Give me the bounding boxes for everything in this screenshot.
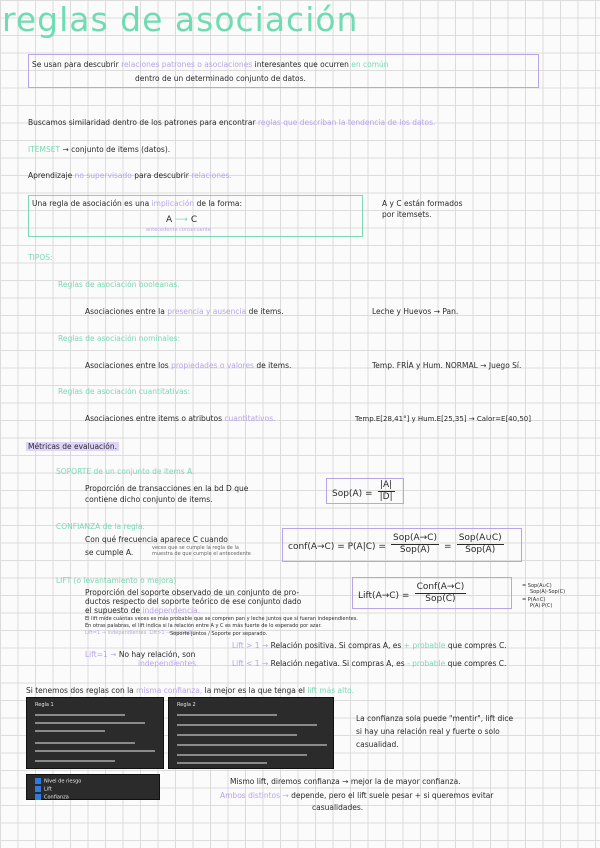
rule-definition: Una regla de asociación es una implicación de la forma:	[32, 199, 242, 208]
tipo-1-name: Reglas de asociación booleanas.	[58, 280, 180, 289]
lift-side-2b: P(A)·P(C)	[530, 603, 553, 609]
rule-sublabels: antecedente consecuente	[146, 227, 211, 233]
lift-note-2: En otras palabras, el lift indica si la relación entre A y C es más fuerte de lo esperado por azar.	[85, 623, 322, 629]
soporte-formula: Sop(A) = $\frac{|A|}{|D|}$	[332, 480, 393, 502]
lift-side-2: = P(A∩C)	[522, 597, 546, 603]
lift-side-1b: Sop(A)·Sop(C)	[530, 589, 566, 595]
lift-note-3: Lift=1 → independientes. Lift>1 → asociados.	[85, 630, 199, 636]
tipo-3-name: Reglas de asociación cuantitativas:	[58, 387, 191, 396]
final-case-1: Mismo lift, diremos confianza → mejor la de mayor confianza.	[230, 777, 461, 786]
tipos-heading: TIPOS:	[28, 253, 53, 262]
tipo-1-example: Leche y Huevos → Pan.	[372, 307, 459, 316]
lift-rule-lt1: Lift < 1 → Relación negativa. Si compras A, es - probable que compres C.	[232, 659, 507, 668]
rule-note-1: A y C están formados	[382, 199, 463, 208]
confianza-desc-1: Con qué frecuencia aparece C cuando	[85, 535, 228, 544]
rule-formula: A ⟶ C	[166, 215, 198, 225]
tipo-2-name: Reglas de asociación nominales:	[58, 334, 181, 343]
lift-rule-eq1: Lift=1 → No hay relación, son	[85, 650, 196, 659]
intro-line-2: dentro de un determinado conjunto de datos.	[135, 74, 306, 83]
lift-desc-1: Proporción del soporte observado de un conjunto de pro-	[85, 588, 300, 597]
tipo-3-desc: Asociaciones entre items o atributos cuantitativos.	[85, 414, 276, 423]
final-side-3: casualidad.	[356, 740, 399, 749]
soporte-name: SOPORTE de un conjunto de items A.	[56, 467, 195, 476]
soporte-desc-1: Proporción de transacciones en la bd D que	[85, 484, 249, 493]
itemset-def: ITEMSET → conjunto de items (datos).	[28, 145, 171, 154]
lift-formula: Lift(A→C) = $\frac{\text{Conf(A→C)}}{\text{Sop(C)}}$	[358, 582, 465, 604]
tipo-1-desc: Asociaciones entre la presencia y ausencia de items.	[85, 307, 284, 316]
confianza-desc-2: se cumple A.	[85, 548, 134, 557]
final-statement: Si tenemos dos reglas con la misma confianza, la mejor es la que tenga el lift más alto.	[26, 686, 355, 695]
aprendizaje-text: Aprendizaje no supervisado para descubrir relaciones.	[28, 171, 232, 180]
final-side-1: La confianza sola puede "mentir", lift dice	[356, 714, 514, 723]
confianza-name: CONFIANZA de la regla.	[56, 522, 145, 531]
lift-desc-2: ductos respecto del soporte teórico de ese conjunto dado	[85, 597, 302, 606]
rule-note-2: por itemsets.	[382, 210, 432, 219]
lift-name: LIFT (o levantamiento o mejora)	[56, 576, 177, 585]
tipo-3-example: Temp.E[28,41°] y Hum.E[25,35] → Calor=E[40,50]	[355, 415, 531, 423]
final-case-3: casualidades.	[312, 803, 364, 812]
lift-rule-gt1: Lift > 1 → Relación positiva. Si compras A, es + probable que compres C.	[232, 641, 507, 650]
page-title: reglas de asociación	[2, 0, 359, 39]
final-case-2: Ambos distintos → depende, pero el lift suele pesar + si queremos evitar	[220, 791, 494, 800]
soporte-desc-2: contiene dicho conjunto de items.	[85, 495, 213, 504]
embedded-screenshot-3: Nivel de riesgo Lift Confianza	[26, 774, 160, 800]
lift-desc-3: el supuesto de independencia.	[85, 606, 201, 615]
buscamos-text: Buscamos similaridad dentro de los patrones para encontrar reglas que describan la tendencia de los datos.	[28, 118, 436, 127]
confianza-formula: conf(A→C) = P(A|C) = $\frac{\text{Sop(A→C)}}{\text{Sop(A)}}$ = $\frac{\text{Sop(A∪C)}}{\text{Sop(A)}}$	[288, 533, 502, 555]
lift-note-4: Soporte juntos / Soporte por separado.	[170, 631, 268, 637]
confianza-note-1: veces que se cumple la regla de la	[152, 545, 239, 551]
confianza-note-2: muestra de que cumple el antecedente	[152, 551, 251, 557]
intro-line-1: Se usan para descubrir relaciones patrones o asociaciones interesantes que ocurren en común	[32, 60, 389, 69]
tipo-2-example: Temp. FRÍA y Hum. NORMAL → Juego Sí.	[372, 361, 522, 370]
final-side-2: si hay una relación real y fuerte o solo	[356, 727, 500, 736]
metricas-heading: Métricas de evaluación.	[28, 442, 117, 451]
embedded-screenshot-2: Regla 2	[168, 697, 334, 769]
lift-rule-eq1-b: independientes.	[138, 659, 199, 668]
embedded-screenshot-1: Regla 1	[26, 697, 164, 769]
tipo-2-desc: Asociaciones entre los propiedades o valores de items.	[85, 361, 292, 370]
lift-note-1: El lift mide cuántas veces es más probable que se compren pan y leche juntos que si fueran independientes.	[85, 616, 358, 622]
lift-side-1: = Sop(A∪C)	[522, 583, 552, 589]
